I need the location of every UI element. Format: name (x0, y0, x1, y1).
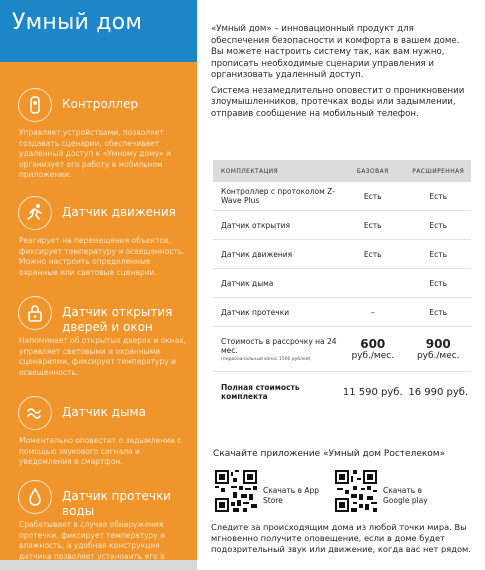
right-panel (197, 0, 485, 570)
feature-desc: Моментально оповестит о задымлении с помощью звукового сигнала и уведомления в смартфон. (19, 436, 182, 466)
total-extended: 16 990 руб. (408, 386, 469, 398)
page-title: Умный дом (12, 10, 143, 35)
price-basic-cell (340, 327, 406, 372)
row-extended: Есть (406, 298, 472, 327)
row-basic: Есть (340, 211, 406, 240)
table-row (213, 240, 471, 269)
table-row (213, 298, 471, 327)
price-row (213, 327, 471, 372)
googleplay-qr-code[interactable] (335, 470, 377, 512)
price-label-cell (213, 327, 340, 372)
left-panel (0, 0, 197, 570)
col-header-basic: БАЗОВАЯ (340, 160, 406, 182)
row-basic: – (340, 298, 406, 327)
footer-text: Следите за происходящим дома из любой точки мира. Вы мгновенно получите оповещение, если в доме будет подозрительный звук или движение, когда вас нет рядом. (211, 522, 471, 554)
price-basic-value: 600 (360, 336, 386, 351)
scan-strip (0, 560, 197, 570)
total-basic: 11 590 руб. (342, 386, 403, 398)
intro-paragraph: «Умный дом» – инновационный продукт для обеспечения безопасности и комфорта в вашем доме. Вы можете настроить систему так, как вам нужно, прописать необходимые сценарии управления и организовать удаленный доступ. (211, 24, 460, 80)
feature-desc: Срабатывает в случае обнаружения протечки, фиксирует температуру и влажность, а удобная конструкция датчика позволяет установить его в (19, 520, 166, 561)
appstore-label[interactable]: Скачать в App Store (263, 486, 320, 505)
feature-title: Датчик дыма (62, 405, 146, 419)
row-feature: Датчик открытия (213, 211, 340, 240)
row-extended: Есть (406, 211, 472, 240)
googleplay-label[interactable]: Скачать в Google play (383, 486, 428, 505)
controller-icon (18, 88, 52, 122)
row-extended: Есть (406, 240, 472, 269)
col-header-extended: РАСШИРЕННАЯ (406, 160, 472, 182)
feature-desc: Управляет устройствами, позволяет создавать сценарии, обеспечивает удаленный доступ к «Умному дому» и организует его работу в мобильном приложении. (19, 128, 172, 179)
row-feature: Контроллер с протоколом Z-Wave Plus (213, 182, 340, 211)
row-basic: Есть (340, 182, 406, 211)
appstore-qr-code[interactable] (215, 470, 257, 512)
feature-title: Датчик протечки воды (62, 489, 171, 518)
feature-title: Контроллер (62, 97, 138, 111)
comparison-table (213, 160, 471, 412)
lock-icon (18, 296, 52, 330)
feature-title: Датчик открытия дверей и окон (62, 305, 173, 334)
left-header (0, 0, 197, 62)
row-extended: Есть (406, 269, 472, 298)
app-download-title: Скачайте приложение «Умный дом Ростелеком» (213, 449, 446, 459)
row-feature: Датчик дыма (213, 269, 340, 298)
intro-text (211, 24, 473, 124)
row-extended: Есть (406, 182, 472, 211)
smoke-icon (18, 396, 52, 430)
row-basic (340, 269, 406, 298)
total-row (213, 372, 471, 413)
feature-desc: Реагирует на перемещения объектов, фиксирует температуру и освещенность. Можно настроить определенные охранные или световые сценарии. (19, 236, 185, 277)
price-extended-value: 900 (425, 336, 451, 351)
price-basic-unit: руб./мес. (351, 350, 395, 361)
price-extended-unit: руб./мес. (416, 350, 460, 361)
total-label: Полная стоимость комплекта (221, 383, 300, 401)
feature-title: Датчик движения (62, 205, 176, 219)
water-drop-icon (18, 480, 52, 514)
price-extended-cell (406, 327, 472, 372)
row-feature: Датчик движения (213, 240, 340, 269)
intro-paragraph: Система незамедлительно оповестит о проникновении злоумышленников, протечках воды или задымлении, отправив сообщение на мобильный телефон. (211, 85, 465, 119)
table-row (213, 182, 471, 211)
price-label: Стоимость в рассрочку на 24 мес. (221, 336, 337, 355)
price-note: (первоначальный взнос 1500 рублей) (221, 356, 311, 362)
table-header-row (213, 160, 471, 182)
table-row (213, 211, 471, 240)
row-basic: Есть (340, 240, 406, 269)
table-row (213, 269, 471, 298)
motion-runner-icon (18, 196, 52, 230)
row-feature: Датчик протечки (213, 298, 340, 327)
feature-desc: Напоминает об открытых дверях и окнах, управляет световыми и охранными сценариями, фиксирует температуру и освещенность. (19, 336, 187, 377)
col-header-feature: КОМПЛЕКТАЦИЯ (213, 160, 340, 182)
